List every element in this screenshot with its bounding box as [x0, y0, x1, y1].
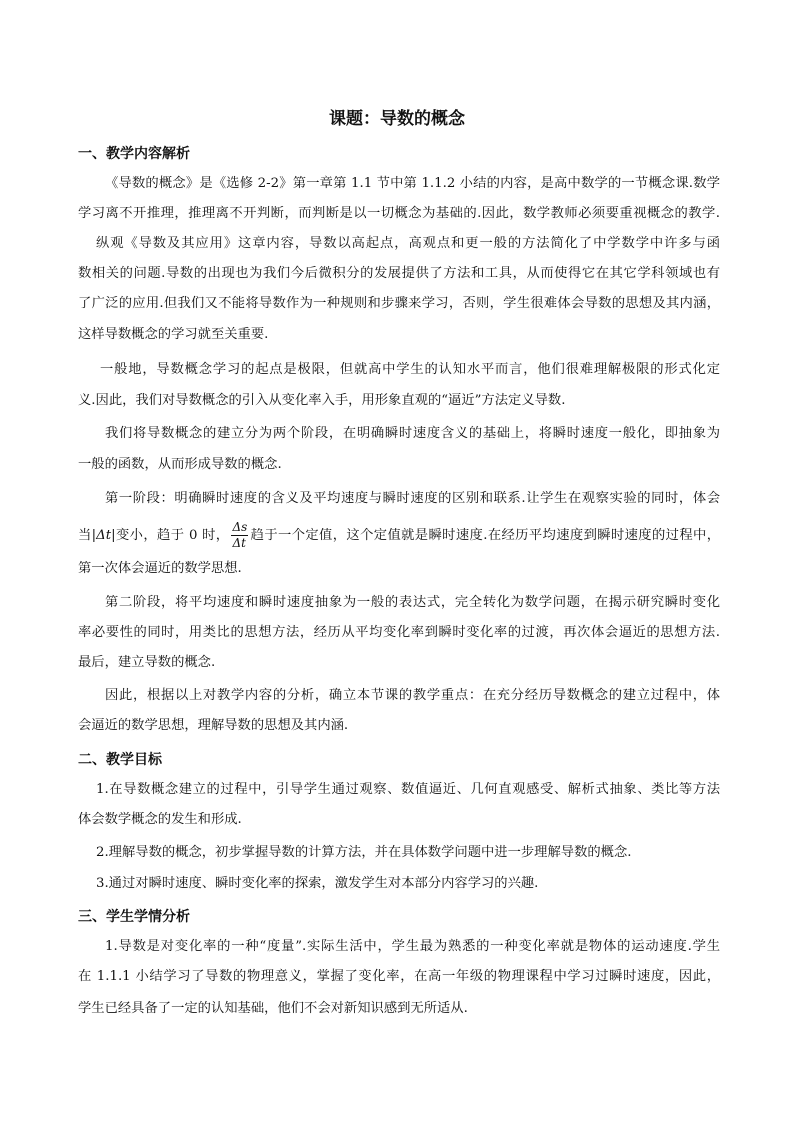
paragraph-line: 1.在导数概念建立的过程中，引导学生通过观察、数值逼近、几何直观感受、解析式抽象、类比等方法 [96, 782, 720, 797]
paragraph-line: 体会数学概念的发生和形成. [78, 812, 242, 827]
paragraph-line: 义.因此，我们对导数概念的引入从变化率入手，用形象直观的“逼近”方法定义导数. [78, 393, 566, 408]
paragraph-line: 数相关的问题.导数的出现也为我们今后微积分的发展提供了方法和工具，从而使得它在其它学科领域也有 [78, 266, 720, 281]
paragraph-line: 纵观《导数及其应用》这章内容，导数以高起点，高观点和更一般的方法简化了中学数学中许多与函 [96, 236, 720, 251]
paragraph-line: 率必要性的同时，用类比的思想方法，经历从平均变化率到瞬时变化率的过渡，再次体会逼近的思想方法. [78, 625, 720, 640]
paragraph-line: 第一次体会逼近的数学思想. [78, 561, 242, 576]
fraction-denominator: Δt [232, 536, 246, 550]
formula-prefix: 当| [78, 528, 97, 543]
section-heading-student-analysis: 三、学生学情分析 [78, 909, 190, 925]
fraction-numerator: Δs [232, 520, 248, 534]
section-heading-teaching-goals: 二、教学目标 [78, 752, 162, 768]
page-title: 课题：导数的概念 [329, 109, 465, 129]
formula-suffix: 趋于一个定值，这个定值就是瞬时速度.在经历平均速度到瞬时速度的过程中， [250, 528, 720, 543]
paragraph-line: 这样导数概念的学习就至关重要. [78, 327, 269, 342]
paragraph-line: 最后，建立导数的概念. [78, 655, 216, 670]
paragraph-line: 第一阶段：明确瞬时速度的含义及平均速度与瞬时速度的区别和联系.让学生在观察实验的同时，体会 [105, 491, 720, 506]
paragraph-line: 第二阶段，将平均速度和瞬时速度抽象为一般的表达式，完全转化为数学问题，在揭示研究瞬时变化 [105, 595, 720, 610]
paragraph-line: 会逼近的数学思想，理解导数的思想及其内涵. [78, 718, 349, 733]
formula-line [78, 520, 720, 551]
paragraph-line: 《导数的概念》是《选修 2-2》第一章第 1.1 节中第 1.1.2 小结的内容，是高中数学的一节概念课.数学 [105, 176, 720, 191]
paragraph-line: 一般的函数，从而形成导数的概念. [78, 457, 282, 472]
paragraph-line: 因此，根据以上对教学内容的分析，确立本节课的教学重点：在充分经历导数概念的建立过程中，体 [105, 688, 720, 703]
paragraph-line: 一般地，导数概念学习的起点是极限，但就高中学生的认知水平而言，他们很难理解极限的形式化定 [100, 362, 720, 377]
paragraph-line: 2.理解导数的概念，初步掌握导数的计算方法，并在具体数学问题中进一步理解导数的概念. [96, 845, 632, 860]
paragraph-line: 学生已经具备了一定的认知基础，他们不会对新知识感到无所适从. [78, 1001, 468, 1016]
delta-t-symbol: Δt [96, 528, 112, 543]
formula-middle: |变小，趋于 0 时， [111, 528, 230, 543]
paragraph-line: 了广泛的应用.但我们又不能将导数作为一种规则和步骤来学习，否则，学生很难体会导数的思想及其内涵， [78, 296, 720, 311]
delta-s-over-delta-t-fraction [231, 520, 248, 551]
paragraph-line: 在 1.1.1 小结学习了导数的物理意义，掌握了变化率，在高一年级的物理课程中学习过瞬时速度，因此， [78, 969, 720, 984]
paragraph-line: 3.通过对瞬时速度、瞬时变化率的探索，激发学生对本部分内容学习的兴趣. [96, 876, 539, 891]
paragraph-line: 学习离不开推理，推理离不开判断，而判断是以一切概念为基础的.因此，数学教师必须要重视概念的教学. [78, 206, 720, 221]
paragraph-line: 我们将导数概念的建立分为两个阶段，在明确瞬时速度含义的基础上，将瞬时速度一般化，即抽象为 [105, 426, 720, 441]
section-heading-content-analysis: 一、教学内容解析 [78, 146, 190, 162]
paragraph-line: 1.导数是对变化率的一种“度量”.实际生活中，学生最为熟悉的一种变化率就是物体的运动速度.学生 [105, 939, 720, 954]
